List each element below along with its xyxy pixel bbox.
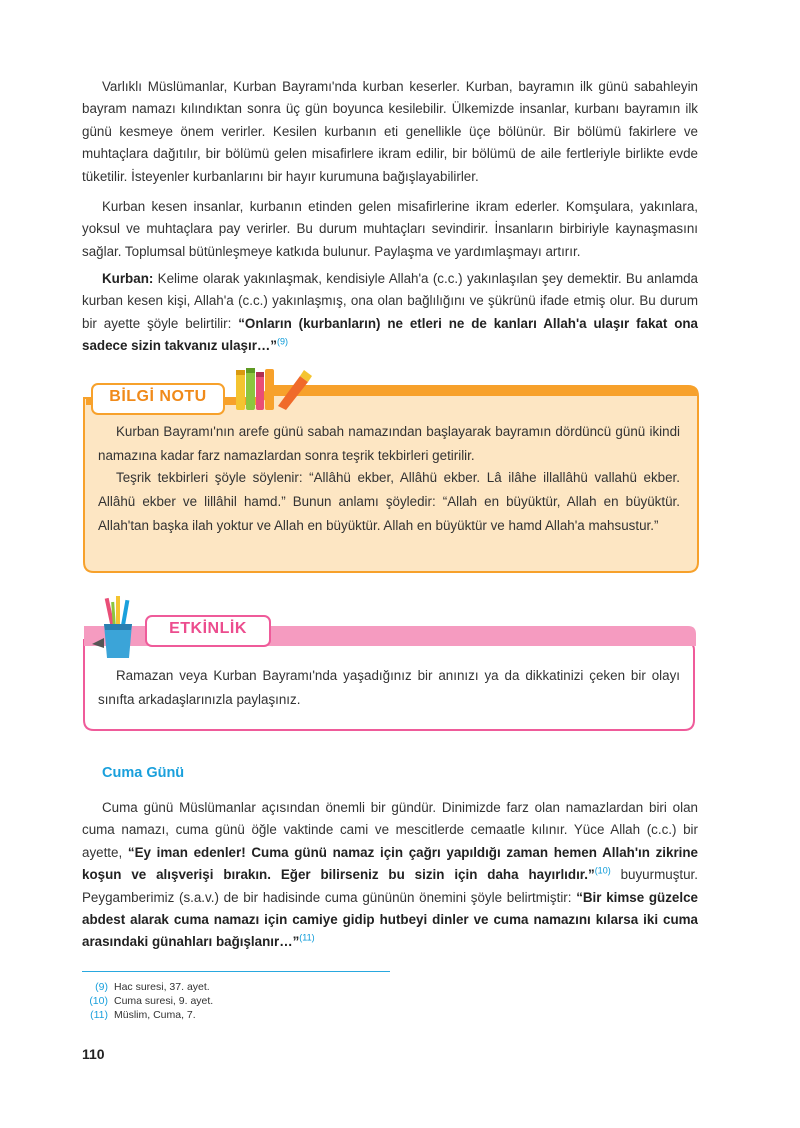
etkinlik-text-content: Ramazan veya Kurban Bayramı'nda yaşadığınız bir anınızı ya da dikkatinizi çeken bir olayı sınıfta arkadaşlarınızla paylaşınız. — [98, 668, 680, 707]
bilgi-notu-title: BİLGİ NOTU — [109, 388, 207, 405]
etkinlik-title: ETKİNLİK — [169, 620, 247, 637]
ayet-quote: “Onların (kurbanların) ne etleri ne de kanları Allah'a ulaşır fakat ona sadece sizin takvanız ulaşır…” — [82, 315, 698, 354]
paragraph-text: Kurban kesen insanlar, kurbanın etinden gelen misafirlerine ikram ederler. Komşulara, yakınlara, yoksul ve muhtaçlara pay verirler. Bu durum muhtaçları sevindirir. İnsanların birbiriyle kaynaşmasını sağlar. Toplumsal bütünleşmeye katkıda bulunur. Paylaşma ve yardımlaşmayı artırır. — [82, 199, 698, 259]
paragraph-text: Kelime olarak yakınlaşmak, kendisiyle Allah'a (c.c.) yakınlaşılan şey demektir. Bu anlamda kurban kesen kişi, Allah'a (c.c.) yakınlaşmış, ona olan bağlılığını ve şükrünü ifade etmiş olur. Bu durum bir ayette şöyle belirtilir: — [82, 271, 698, 331]
pencil-cup-icon — [86, 594, 146, 660]
footnote — [82, 1008, 196, 1022]
footnote-text: Müslim, Cuma, 7. — [114, 1009, 196, 1021]
term-kurban: Kurban: — [102, 271, 154, 286]
footnote-number: (9) — [95, 981, 108, 993]
bilgi-notu-text: Kurban Bayramı'nın arefe günü sabah namazından başlayarak bayramın dördüncü günü ikindi namazına kadar farz namazlardan sonra teşrik tekbirleri getirilir. — [98, 424, 680, 463]
footnote — [82, 980, 210, 994]
footnote-text: Cuma suresi, 9. ayet. — [114, 995, 214, 1007]
bilgi-notu-text: Teşrik tekbirleri şöyle söylenir: “Allâhü ekber, Allâhü ekber. Lâ ilâhe illallâhü vallahü ekber. Allâhü ekber ve lillâhil hamd.” Bunun anlamı şöyledir: “Allah en büyüktür, Allah en büyüktür. Allah'tan başka ilah yoktur ve Allah en büyüktür. Allah en büyüktür ve hamd Allah'a mahsustur.” — [98, 470, 680, 533]
page-number: 110 — [82, 1046, 105, 1062]
footnote-divider — [82, 971, 390, 972]
footnote-number: (10) — [89, 995, 108, 1007]
paragraph-text: Cuma günü Müslümanlar açısından önemli bir gündür. Dinimizde farz olan namazlardan biri olan cuma namazı, cuma günü öğle vaktinde cami ve mescitlerde cemaatle kılınır. Yüce Allah (c.c.) bir ayette, — [82, 800, 698, 860]
ayet-quote: “Ey iman edenler! Cuma günü namaz için çağrı yapıldığı zaman hemen Allah'ın zikrine koşun ve alışverişi bırakın. Eğer bilirseniz bu sizin için daha hayırlıdır.” — [82, 844, 699, 883]
footnote-ref: (11) — [299, 932, 315, 943]
footnote — [82, 994, 213, 1008]
paragraph-text: Varlıklı Müslümanlar, Kurban Bayramı'nda kurban keserler. Kurban, bayramın ilk günü sabahleyin bayram namazı kılındıktan sonra üç gün boyunca kesilebilir. Ülkemizde insanlar, kurbanı bayramın ilk günü kesmeye önem verirler. Kesilen kurbanın eti genellikle üçe bölünür. Bir bölümü fakirlere ve muhtaçlara dağıtılır, bir bölümü gelen misafirlere ikram edilir, bir bölümü de aile fertleriyle birlikte evde tüketilir. İsteyenler kurbanlarını bir hayır kurumuna bağışlayabilirler. — [82, 79, 698, 184]
footnote-ref: (10) — [594, 865, 611, 876]
hadis-quote: “Bir kimse güzelce abdest alarak cuma namazı için camiye gidip hutbeyi dinler ve cuma namazını kılarsa iki cuma arasındaki günahları bağışlanır…” — [82, 889, 698, 950]
paragraph-text: buyurmuştur. Peygamberimiz (s.a.v.) de bir hadisinde cuma gününün önemini şöyle belirtmiştir: — [82, 867, 698, 905]
footnote-number: (11) — [90, 1009, 108, 1021]
etkinlik-text — [98, 664, 680, 712]
footnote-ref: (9) — [277, 336, 288, 347]
footnote-text: Hac suresi, 37. ayet. — [114, 981, 210, 993]
section-heading-cuma-gunu: Cuma Günü — [102, 765, 185, 781]
paragraph-cuma-gunu — [82, 797, 698, 954]
